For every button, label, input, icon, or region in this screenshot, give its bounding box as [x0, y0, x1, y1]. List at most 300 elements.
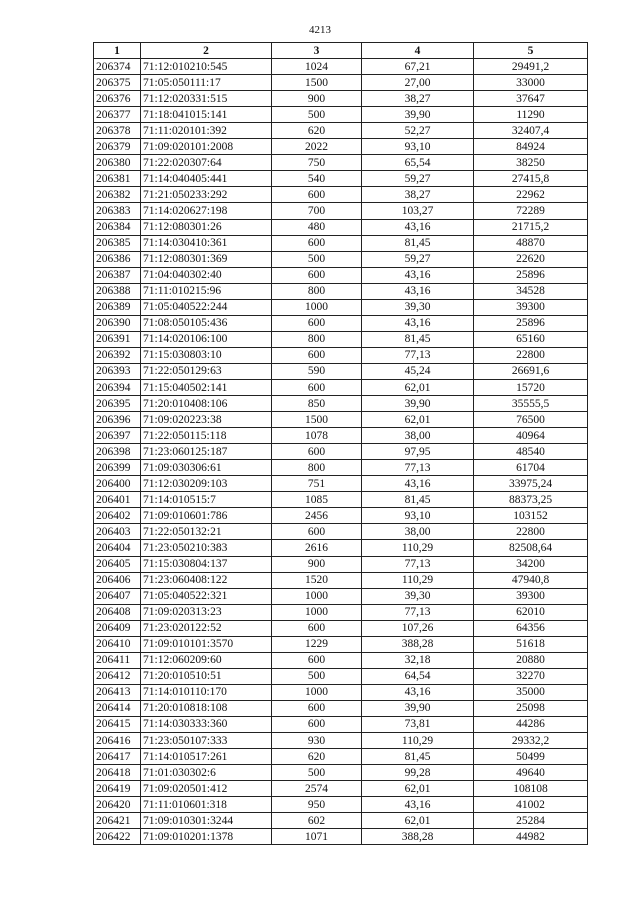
cadastral-number-cell: 71:12:060209:60: [141, 652, 272, 668]
row-number-cell: 206419: [94, 781, 141, 797]
row-number-cell: 206402: [94, 508, 141, 524]
value-cell: 76500: [474, 412, 588, 428]
row-number-cell: 206414: [94, 700, 141, 716]
page-number: 4213: [309, 24, 331, 36]
value-cell: 39300: [474, 299, 588, 315]
area-cell: 600: [272, 235, 362, 251]
value-cell: 25098: [474, 700, 588, 716]
value-cell: 65160: [474, 331, 588, 347]
area-cell: 600: [272, 652, 362, 668]
value-cell: 25896: [474, 267, 588, 283]
cadastral-number-cell: 71:14:020627:198: [141, 203, 272, 219]
rate-cell: 39,90: [362, 107, 474, 123]
row-number-cell: 206387: [94, 267, 141, 283]
row-number-cell: 206407: [94, 588, 141, 604]
row-number-cell: 206417: [94, 749, 141, 765]
cadastral-number-cell: 71:14:010515:7: [141, 492, 272, 508]
rate-cell: 32,18: [362, 652, 474, 668]
area-cell: 1000: [272, 588, 362, 604]
value-cell: 48870: [474, 235, 588, 251]
table-row: [94, 155, 588, 171]
rate-cell: 43,16: [362, 476, 474, 492]
cadastral-number-cell: 71:09:010301:3244: [141, 813, 272, 829]
area-cell: 540: [272, 171, 362, 187]
row-number-cell: 206382: [94, 187, 141, 203]
area-cell: 480: [272, 219, 362, 235]
value-cell: 64356: [474, 620, 588, 636]
area-cell: 600: [272, 315, 362, 331]
cadastral-number-cell: 71:20:010408:106: [141, 396, 272, 412]
value-cell: 84924: [474, 139, 588, 155]
value-cell: 22800: [474, 347, 588, 363]
area-cell: 850: [272, 396, 362, 412]
value-cell: 88373,25: [474, 492, 588, 508]
area-cell: 600: [272, 716, 362, 732]
cadastral-number-cell: 71:08:050105:436: [141, 315, 272, 331]
value-cell: 39300: [474, 588, 588, 604]
cadastral-number-cell: 71:09:010201:1378: [141, 829, 272, 845]
table-row: [94, 444, 588, 460]
value-cell: 32270: [474, 668, 588, 684]
rate-cell: 110,29: [362, 540, 474, 556]
area-cell: 500: [272, 765, 362, 781]
area-cell: 800: [272, 331, 362, 347]
area-cell: 2574: [272, 781, 362, 797]
value-cell: 108108: [474, 781, 588, 797]
table-row: [94, 59, 588, 75]
cadastral-number-cell: 71:11:010215:96: [141, 283, 272, 299]
area-cell: 590: [272, 363, 362, 379]
rate-cell: 77,13: [362, 556, 474, 572]
value-cell: 49640: [474, 765, 588, 781]
rate-cell: 103,27: [362, 203, 474, 219]
cadastral-number-cell: 71:14:010517:261: [141, 749, 272, 765]
area-cell: 600: [272, 347, 362, 363]
rate-cell: 73,81: [362, 716, 474, 732]
area-cell: 1085: [272, 492, 362, 508]
area-cell: 1520: [272, 572, 362, 588]
cadastral-number-cell: 71:14:030333:360: [141, 716, 272, 732]
rate-cell: 38,00: [362, 524, 474, 540]
value-cell: 34528: [474, 283, 588, 299]
value-cell: 11290: [474, 107, 588, 123]
cadastral-number-cell: 71:22:050132:21: [141, 524, 272, 540]
table-row: [94, 396, 588, 412]
rate-cell: 77,13: [362, 347, 474, 363]
table-row: [94, 412, 588, 428]
table-row: [94, 572, 588, 588]
cadastral-number-cell: 71:09:030306:61: [141, 460, 272, 476]
cadastral-number-cell: 71:14:030410:361: [141, 235, 272, 251]
table-row: [94, 315, 588, 331]
row-number-cell: 206380: [94, 155, 141, 171]
rate-cell: 39,30: [362, 588, 474, 604]
rate-cell: 39,30: [362, 299, 474, 315]
row-number-cell: 206395: [94, 396, 141, 412]
rate-cell: 99,28: [362, 765, 474, 781]
area-cell: 500: [272, 668, 362, 684]
value-cell: 32407,4: [474, 123, 588, 139]
rate-cell: 43,16: [362, 219, 474, 235]
area-cell: 750: [272, 155, 362, 171]
value-cell: 44286: [474, 716, 588, 732]
table-row: [94, 636, 588, 652]
rate-cell: 110,29: [362, 572, 474, 588]
cadastral-number-cell: 71:14:040405:441: [141, 171, 272, 187]
cadastral-number-cell: 71:09:020223:38: [141, 412, 272, 428]
column-header-1: 1: [94, 43, 141, 59]
table-row: [94, 139, 588, 155]
row-number-cell: 206401: [94, 492, 141, 508]
value-cell: 44982: [474, 829, 588, 845]
rate-cell: 77,13: [362, 460, 474, 476]
area-cell: 1000: [272, 684, 362, 700]
table-row: [94, 203, 588, 219]
data-table: [93, 42, 588, 845]
rate-cell: 27,00: [362, 75, 474, 91]
area-cell: 500: [272, 251, 362, 267]
cadastral-number-cell: 71:12:030209:103: [141, 476, 272, 492]
area-cell: 800: [272, 283, 362, 299]
cadastral-number-cell: 71:09:020501:412: [141, 781, 272, 797]
row-number-cell: 206399: [94, 460, 141, 476]
table-row: [94, 781, 588, 797]
cadastral-number-cell: 71:23:050107:333: [141, 733, 272, 749]
value-cell: 33975,24: [474, 476, 588, 492]
row-number-cell: 206386: [94, 251, 141, 267]
row-number-cell: 206415: [94, 716, 141, 732]
area-cell: 950: [272, 797, 362, 813]
rate-cell: 43,16: [362, 267, 474, 283]
table-row: [94, 476, 588, 492]
cadastral-number-cell: 71:09:020101:2008: [141, 139, 272, 155]
rate-cell: 59,27: [362, 171, 474, 187]
row-number-cell: 206383: [94, 203, 141, 219]
area-cell: 620: [272, 749, 362, 765]
table-row: [94, 813, 588, 829]
area-cell: 1229: [272, 636, 362, 652]
row-number-cell: 206421: [94, 813, 141, 829]
value-cell: 29491,2: [474, 59, 588, 75]
rate-cell: 81,45: [362, 749, 474, 765]
cadastral-number-cell: 71:05:050111:17: [141, 75, 272, 91]
table-row: [94, 716, 588, 732]
cadastral-number-cell: 71:12:080301:26: [141, 219, 272, 235]
row-number-cell: 206420: [94, 797, 141, 813]
table-row: [94, 91, 588, 107]
value-cell: 61704: [474, 460, 588, 476]
table-row: [94, 524, 588, 540]
area-cell: 600: [272, 444, 362, 460]
row-number-cell: 206398: [94, 444, 141, 460]
table-row: [94, 508, 588, 524]
value-cell: 62010: [474, 604, 588, 620]
rate-cell: 43,16: [362, 283, 474, 299]
value-cell: 34200: [474, 556, 588, 572]
row-number-cell: 206392: [94, 347, 141, 363]
cadastral-number-cell: 71:12:080301:369: [141, 251, 272, 267]
table-row: [94, 379, 588, 395]
value-cell: 47940,8: [474, 572, 588, 588]
row-number-cell: 206404: [94, 540, 141, 556]
row-number-cell: 206385: [94, 235, 141, 251]
header-row: [94, 43, 588, 59]
table-row: [94, 492, 588, 508]
cadastral-number-cell: 71:22:020307:64: [141, 155, 272, 171]
area-cell: 600: [272, 267, 362, 283]
area-cell: 1500: [272, 412, 362, 428]
value-cell: 25896: [474, 315, 588, 331]
value-cell: 15720: [474, 379, 588, 395]
rate-cell: 39,90: [362, 700, 474, 716]
rate-cell: 43,16: [362, 315, 474, 331]
value-cell: 35000: [474, 684, 588, 700]
area-cell: 751: [272, 476, 362, 492]
rate-cell: 81,45: [362, 235, 474, 251]
rate-cell: 52,27: [362, 123, 474, 139]
table-row: [94, 363, 588, 379]
cadastral-number-cell: 71:14:020106:100: [141, 331, 272, 347]
row-number-cell: 206388: [94, 283, 141, 299]
row-number-cell: 206409: [94, 620, 141, 636]
table-row: [94, 797, 588, 813]
rate-cell: 97,95: [362, 444, 474, 460]
value-cell: 22800: [474, 524, 588, 540]
cadastral-number-cell: 71:09:010101:3570: [141, 636, 272, 652]
area-cell: 600: [272, 524, 362, 540]
row-number-cell: 206418: [94, 765, 141, 781]
rate-cell: 38,00: [362, 428, 474, 444]
table-row: [94, 652, 588, 668]
cadastral-number-cell: 71:14:010110:170: [141, 684, 272, 700]
table-row: [94, 749, 588, 765]
rate-cell: 110,29: [362, 733, 474, 749]
cadastral-number-cell: 71:20:010510:51: [141, 668, 272, 684]
cadastral-number-cell: 71:15:030803:10: [141, 347, 272, 363]
value-cell: 38250: [474, 155, 588, 171]
area-cell: 600: [272, 379, 362, 395]
cadastral-number-cell: 71:23:050210:383: [141, 540, 272, 556]
cadastral-number-cell: 71:23:020122:52: [141, 620, 272, 636]
table-row: [94, 588, 588, 604]
rate-cell: 62,01: [362, 813, 474, 829]
rate-cell: 62,01: [362, 412, 474, 428]
row-number-cell: 206400: [94, 476, 141, 492]
row-number-cell: 206375: [94, 75, 141, 91]
value-cell: 82508,64: [474, 540, 588, 556]
row-number-cell: 206413: [94, 684, 141, 700]
cadastral-number-cell: 71:12:010210:545: [141, 59, 272, 75]
rate-cell: 38,27: [362, 91, 474, 107]
area-cell: 1000: [272, 299, 362, 315]
rate-cell: 43,16: [362, 684, 474, 700]
table-row: [94, 556, 588, 572]
row-number-cell: 206408: [94, 604, 141, 620]
row-number-cell: 206384: [94, 219, 141, 235]
value-cell: 37647: [474, 91, 588, 107]
rate-cell: 45,24: [362, 363, 474, 379]
rate-cell: 81,45: [362, 331, 474, 347]
area-cell: 500: [272, 107, 362, 123]
row-number-cell: 206405: [94, 556, 141, 572]
cadastral-number-cell: 71:01:030302:6: [141, 765, 272, 781]
rate-cell: 93,10: [362, 508, 474, 524]
rate-cell: 107,26: [362, 620, 474, 636]
rate-cell: 39,90: [362, 396, 474, 412]
value-cell: 35555,5: [474, 396, 588, 412]
table-row: [94, 107, 588, 123]
table-row: [94, 299, 588, 315]
cadastral-number-cell: 71:20:010818:108: [141, 700, 272, 716]
area-cell: 900: [272, 556, 362, 572]
table-row: [94, 75, 588, 91]
value-cell: 50499: [474, 749, 588, 765]
rate-cell: 93,10: [362, 139, 474, 155]
value-cell: 41002: [474, 797, 588, 813]
cadastral-number-cell: 71:05:040522:321: [141, 588, 272, 604]
cadastral-number-cell: 71:11:010601:318: [141, 797, 272, 813]
rate-cell: 64,54: [362, 668, 474, 684]
table-row: [94, 171, 588, 187]
row-number-cell: 206390: [94, 315, 141, 331]
table-row: [94, 331, 588, 347]
row-number-cell: 206393: [94, 363, 141, 379]
row-number-cell: 206412: [94, 668, 141, 684]
row-number-cell: 206394: [94, 379, 141, 395]
table-body: [94, 59, 588, 845]
area-cell: 1071: [272, 829, 362, 845]
area-cell: 1000: [272, 604, 362, 620]
row-number-cell: 206391: [94, 331, 141, 347]
cadastral-number-cell: 71:15:040502:141: [141, 379, 272, 395]
table-row: [94, 700, 588, 716]
row-number-cell: 206403: [94, 524, 141, 540]
value-cell: 51618: [474, 636, 588, 652]
value-cell: 72289: [474, 203, 588, 219]
rate-cell: 388,28: [362, 636, 474, 652]
rate-cell: 388,28: [362, 829, 474, 845]
cadastral-number-cell: 71:04:040302:40: [141, 267, 272, 283]
rate-cell: 65,54: [362, 155, 474, 171]
table-row: [94, 460, 588, 476]
table-row: [94, 620, 588, 636]
value-cell: 20880: [474, 652, 588, 668]
area-cell: 1024: [272, 59, 362, 75]
value-cell: 21715,2: [474, 219, 588, 235]
cadastral-number-cell: 71:09:010601:786: [141, 508, 272, 524]
table-row: [94, 251, 588, 267]
table-row: [94, 219, 588, 235]
area-cell: 620: [272, 123, 362, 139]
area-cell: 600: [272, 187, 362, 203]
value-cell: 33000: [474, 75, 588, 91]
cadastral-number-cell: 71:21:050233:292: [141, 187, 272, 203]
cadastral-number-cell: 71:15:030804:137: [141, 556, 272, 572]
rate-cell: 43,16: [362, 797, 474, 813]
table-row: [94, 540, 588, 556]
area-cell: 800: [272, 460, 362, 476]
row-number-cell: 206377: [94, 107, 141, 123]
row-number-cell: 206374: [94, 59, 141, 75]
row-number-cell: 206406: [94, 572, 141, 588]
rate-cell: 77,13: [362, 604, 474, 620]
row-number-cell: 206378: [94, 123, 141, 139]
table-row: [94, 283, 588, 299]
cadastral-number-cell: 71:23:060408:122: [141, 572, 272, 588]
row-number-cell: 206422: [94, 829, 141, 845]
value-cell: 26691,6: [474, 363, 588, 379]
table-row: [94, 187, 588, 203]
table-row: [94, 235, 588, 251]
area-cell: 930: [272, 733, 362, 749]
value-cell: 40964: [474, 428, 588, 444]
row-number-cell: 206389: [94, 299, 141, 315]
column-header-2: 2: [141, 43, 272, 59]
row-number-cell: 206379: [94, 139, 141, 155]
table-row: [94, 668, 588, 684]
cadastral-number-cell: 71:11:020101:392: [141, 123, 272, 139]
row-number-cell: 206416: [94, 733, 141, 749]
value-cell: 48540: [474, 444, 588, 460]
rate-cell: 62,01: [362, 781, 474, 797]
area-cell: 2022: [272, 139, 362, 155]
cadastral-number-cell: 71:22:050115:118: [141, 428, 272, 444]
area-cell: 900: [272, 91, 362, 107]
table-row: [94, 829, 588, 845]
area-cell: 600: [272, 620, 362, 636]
table-row: [94, 765, 588, 781]
area-cell: 1500: [272, 75, 362, 91]
table-row: [94, 684, 588, 700]
column-header-3: 3: [272, 43, 362, 59]
row-number-cell: 206376: [94, 91, 141, 107]
rate-cell: 81,45: [362, 492, 474, 508]
cadastral-number-cell: 71:12:020331:515: [141, 91, 272, 107]
row-number-cell: 206381: [94, 171, 141, 187]
value-cell: 22620: [474, 251, 588, 267]
cadastral-number-cell: 71:23:060125:187: [141, 444, 272, 460]
area-cell: 1078: [272, 428, 362, 444]
column-header-4: 4: [362, 43, 474, 59]
table-row: [94, 347, 588, 363]
area-cell: 2616: [272, 540, 362, 556]
row-number-cell: 206410: [94, 636, 141, 652]
cadastral-number-cell: 71:22:050129:63: [141, 363, 272, 379]
row-number-cell: 206411: [94, 652, 141, 668]
value-cell: 27415,8: [474, 171, 588, 187]
rate-cell: 62,01: [362, 379, 474, 395]
rate-cell: 38,27: [362, 187, 474, 203]
cadastral-number-cell: 71:09:020313:23: [141, 604, 272, 620]
area-cell: 600: [272, 700, 362, 716]
cadastral-number-cell: 71:05:040522:244: [141, 299, 272, 315]
rate-cell: 59,27: [362, 251, 474, 267]
value-cell: 103152: [474, 508, 588, 524]
row-number-cell: 206397: [94, 428, 141, 444]
table-row: [94, 123, 588, 139]
cadastral-number-cell: 71:18:041015:141: [141, 107, 272, 123]
rate-cell: 67,21: [362, 59, 474, 75]
value-cell: 29332,2: [474, 733, 588, 749]
value-cell: 22962: [474, 187, 588, 203]
table-row: [94, 733, 588, 749]
value-cell: 25284: [474, 813, 588, 829]
area-cell: 602: [272, 813, 362, 829]
table-row: [94, 428, 588, 444]
column-header-5: 5: [474, 43, 588, 59]
row-number-cell: 206396: [94, 412, 141, 428]
area-cell: 2456: [272, 508, 362, 524]
